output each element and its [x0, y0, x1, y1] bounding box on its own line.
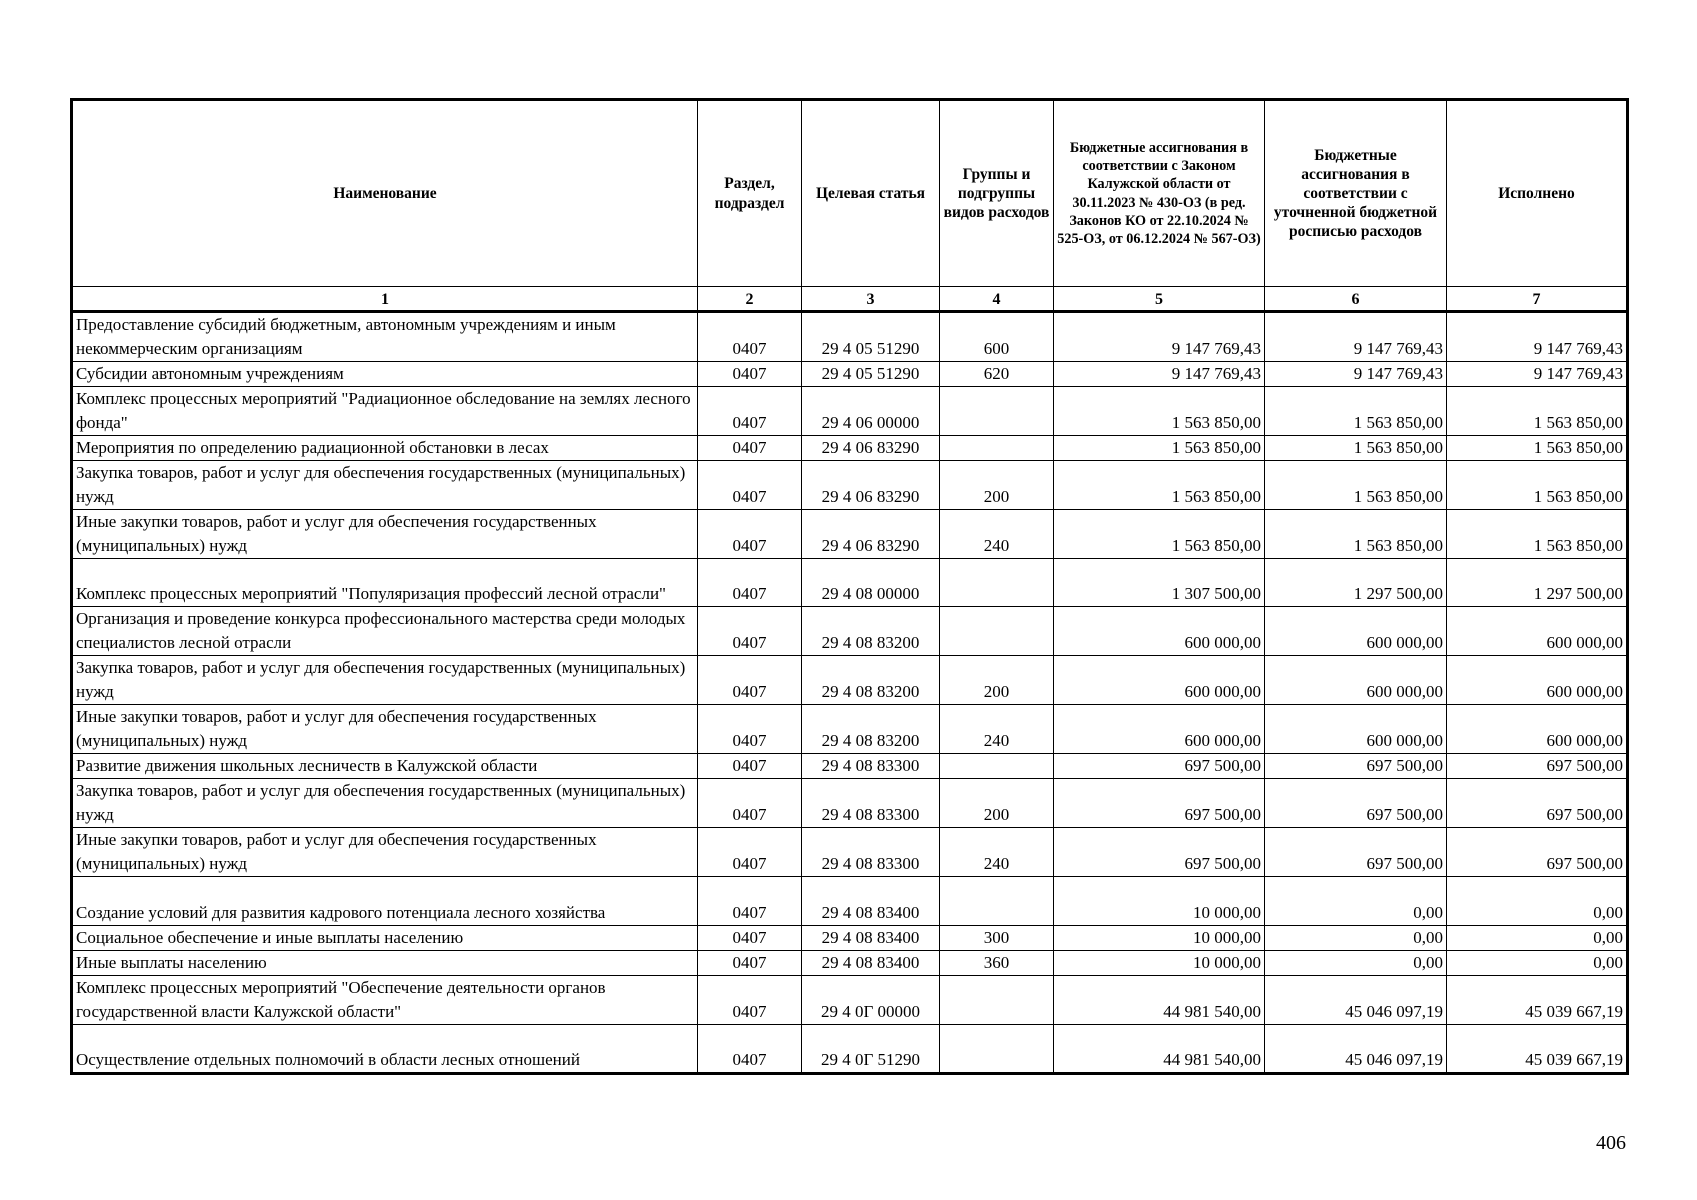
- row-section-code: 0407: [698, 461, 802, 510]
- table-row: [72, 510, 1628, 559]
- row-target-article: 29 4 08 83400: [802, 926, 940, 951]
- row-target-article: 29 4 05 51290: [802, 362, 940, 387]
- row-target-article: 29 4 08 83300: [802, 779, 940, 828]
- row-section-code: 0407: [698, 754, 802, 779]
- row-name: Социальное обеспечение и иные выплаты населению: [72, 926, 698, 951]
- table-row: [72, 656, 1628, 705]
- row-refined-amount: 600 000,00: [1265, 705, 1447, 754]
- row-target-article: 29 4 0Г 51290: [802, 1025, 940, 1074]
- row-expense-group: 300: [940, 926, 1054, 951]
- row-executed-amount: 1 563 850,00: [1447, 387, 1628, 436]
- budget-execution-table: [70, 98, 1629, 1075]
- row-name: Предоставление субсидий бюджетным, автономным учреждениям и иным некоммерческим организациям: [72, 312, 698, 362]
- row-executed-amount: 600 000,00: [1447, 705, 1628, 754]
- row-name: Иные закупки товаров, работ и услуг для обеспечения государственных (муниципальных) нужд: [72, 828, 698, 877]
- table-row: [72, 387, 1628, 436]
- page-number: 406: [1596, 1132, 1626, 1154]
- row-refined-amount: 697 500,00: [1265, 779, 1447, 828]
- table-row: [72, 705, 1628, 754]
- row-law-amount: 697 500,00: [1054, 828, 1265, 877]
- row-target-article: 29 4 06 00000: [802, 387, 940, 436]
- row-law-amount: 697 500,00: [1054, 779, 1265, 828]
- row-law-amount: 600 000,00: [1054, 607, 1265, 656]
- table-row: [72, 779, 1628, 828]
- row-section-code: 0407: [698, 656, 802, 705]
- row-executed-amount: 0,00: [1447, 877, 1628, 926]
- row-executed-amount: 600 000,00: [1447, 607, 1628, 656]
- column-number: 6: [1265, 287, 1447, 312]
- column-number: 3: [802, 287, 940, 312]
- row-refined-amount: 697 500,00: [1265, 828, 1447, 877]
- row-section-code: 0407: [698, 510, 802, 559]
- column-number: 4: [940, 287, 1054, 312]
- row-refined-amount: 1 563 850,00: [1265, 387, 1447, 436]
- row-section-code: 0407: [698, 877, 802, 926]
- row-section-code: 0407: [698, 362, 802, 387]
- row-name: Осуществление отдельных полномочий в области лесных отношений: [72, 1025, 698, 1074]
- row-refined-amount: 600 000,00: [1265, 607, 1447, 656]
- row-section-code: 0407: [698, 559, 802, 607]
- table-row: [72, 436, 1628, 461]
- row-name: Комплекс процессных мероприятий "Обеспечение деятельности органов государственной власти Калужской области": [72, 976, 698, 1025]
- row-expense-group: 200: [940, 779, 1054, 828]
- row-name: Комплекс процессных мероприятий "Популяризация профессий лесной отрасли": [72, 559, 698, 607]
- row-name: Развитие движения школьных лесничеств в Калужской области: [72, 754, 698, 779]
- row-target-article: 29 4 06 83290: [802, 510, 940, 559]
- row-expense-group: 240: [940, 828, 1054, 877]
- row-executed-amount: 0,00: [1447, 951, 1628, 976]
- row-name: Закупка товаров, работ и услуг для обеспечения государственных (муниципальных) нужд: [72, 461, 698, 510]
- row-refined-amount: 9 147 769,43: [1265, 312, 1447, 362]
- table-row: [72, 312, 1628, 362]
- row-law-amount: 9 147 769,43: [1054, 312, 1265, 362]
- row-target-article: 29 4 08 83300: [802, 828, 940, 877]
- row-section-code: 0407: [698, 387, 802, 436]
- row-name: Иные выплаты населению: [72, 951, 698, 976]
- row-law-amount: 1 563 850,00: [1054, 510, 1265, 559]
- row-refined-amount: 697 500,00: [1265, 754, 1447, 779]
- header-section: Раздел, подраздел: [698, 100, 802, 287]
- row-expense-group: 360: [940, 951, 1054, 976]
- row-executed-amount: 9 147 769,43: [1447, 312, 1628, 362]
- row-expense-group: [940, 436, 1054, 461]
- row-refined-amount: 0,00: [1265, 926, 1447, 951]
- row-refined-amount: 0,00: [1265, 877, 1447, 926]
- header-refined-appropriations: Бюджетные ассигнования в соответствии с уточненной бюджетной росписью расходов: [1265, 100, 1447, 287]
- row-law-amount: 600 000,00: [1054, 705, 1265, 754]
- row-refined-amount: 0,00: [1265, 951, 1447, 976]
- row-law-amount: 10 000,00: [1054, 926, 1265, 951]
- row-executed-amount: 45 039 667,19: [1447, 976, 1628, 1025]
- row-executed-amount: 45 039 667,19: [1447, 1025, 1628, 1074]
- column-number: 2: [698, 287, 802, 312]
- row-refined-amount: 9 147 769,43: [1265, 362, 1447, 387]
- row-section-code: 0407: [698, 828, 802, 877]
- row-section-code: 0407: [698, 607, 802, 656]
- row-expense-group: [940, 387, 1054, 436]
- row-name: Создание условий для развития кадрового потенциала лесного хозяйства: [72, 877, 698, 926]
- row-law-amount: 697 500,00: [1054, 754, 1265, 779]
- row-expense-group: 240: [940, 510, 1054, 559]
- row-refined-amount: 1 563 850,00: [1265, 510, 1447, 559]
- row-name: Закупка товаров, работ и услуг для обеспечения государственных (муниципальных) нужд: [72, 779, 698, 828]
- row-law-amount: 10 000,00: [1054, 951, 1265, 976]
- table-row: [72, 559, 1628, 607]
- row-executed-amount: 697 500,00: [1447, 828, 1628, 877]
- row-law-amount: 44 981 540,00: [1054, 1025, 1265, 1074]
- row-target-article: 29 4 06 83290: [802, 461, 940, 510]
- header-name: Наименование: [72, 100, 698, 287]
- row-name: Иные закупки товаров, работ и услуг для обеспечения государственных (муниципальных) нужд: [72, 705, 698, 754]
- row-section-code: 0407: [698, 312, 802, 362]
- row-name: Мероприятия по определению радиационной обстановки в лесах: [72, 436, 698, 461]
- table-row: [72, 976, 1628, 1025]
- row-target-article: 29 4 08 83300: [802, 754, 940, 779]
- row-target-article: 29 4 08 83200: [802, 607, 940, 656]
- row-executed-amount: 1 297 500,00: [1447, 559, 1628, 607]
- row-refined-amount: 45 046 097,19: [1265, 976, 1447, 1025]
- header-executed: Исполнено: [1447, 100, 1628, 287]
- row-executed-amount: 697 500,00: [1447, 754, 1628, 779]
- row-law-amount: 1 563 850,00: [1054, 436, 1265, 461]
- row-law-amount: 1 563 850,00: [1054, 387, 1265, 436]
- row-expense-group: 620: [940, 362, 1054, 387]
- row-expense-group: 240: [940, 705, 1054, 754]
- row-executed-amount: 9 147 769,43: [1447, 362, 1628, 387]
- header-law-appropriations: Бюджетные ассигнования в соответствии с Законом Калужской области от 30.11.2023 № 430-ОЗ (в ред. Законов КО от 22.10.2024 № 525-ОЗ, от 06.12.2024 № 567-ОЗ): [1054, 100, 1265, 287]
- row-law-amount: 44 981 540,00: [1054, 976, 1265, 1025]
- row-executed-amount: 0,00: [1447, 926, 1628, 951]
- table-row: [72, 1025, 1628, 1074]
- row-target-article: 29 4 06 83290: [802, 436, 940, 461]
- row-section-code: 0407: [698, 1025, 802, 1074]
- row-target-article: 29 4 08 00000: [802, 559, 940, 607]
- table-row: [72, 362, 1628, 387]
- row-expense-group: 200: [940, 461, 1054, 510]
- row-expense-group: [940, 607, 1054, 656]
- row-name: Иные закупки товаров, работ и услуг для обеспечения государственных (муниципальных) нужд: [72, 510, 698, 559]
- table-row: [72, 461, 1628, 510]
- header-target-article: Целевая статья: [802, 100, 940, 287]
- row-section-code: 0407: [698, 779, 802, 828]
- row-expense-group: [940, 976, 1054, 1025]
- row-executed-amount: 1 563 850,00: [1447, 461, 1628, 510]
- header-expense-groups: Группы и подгруппы видов расходов: [940, 100, 1054, 287]
- header-row: [72, 100, 1628, 287]
- row-refined-amount: 1 297 500,00: [1265, 559, 1447, 607]
- row-name: Закупка товаров, работ и услуг для обеспечения государственных (муниципальных) нужд: [72, 656, 698, 705]
- row-executed-amount: 1 563 850,00: [1447, 510, 1628, 559]
- row-law-amount: 9 147 769,43: [1054, 362, 1265, 387]
- row-law-amount: 10 000,00: [1054, 877, 1265, 926]
- row-section-code: 0407: [698, 436, 802, 461]
- row-law-amount: 600 000,00: [1054, 656, 1265, 705]
- row-refined-amount: 1 563 850,00: [1265, 436, 1447, 461]
- column-number: 7: [1447, 287, 1628, 312]
- row-refined-amount: 45 046 097,19: [1265, 1025, 1447, 1074]
- row-name: Комплекс процессных мероприятий "Радиационное обследование на землях лесного фонда": [72, 387, 698, 436]
- row-executed-amount: 697 500,00: [1447, 779, 1628, 828]
- row-expense-group: [940, 559, 1054, 607]
- row-section-code: 0407: [698, 976, 802, 1025]
- table-row: [72, 926, 1628, 951]
- column-number: 1: [72, 287, 698, 312]
- row-executed-amount: 600 000,00: [1447, 656, 1628, 705]
- row-target-article: 29 4 08 83400: [802, 877, 940, 926]
- row-refined-amount: 600 000,00: [1265, 656, 1447, 705]
- row-target-article: 29 4 0Г 00000: [802, 976, 940, 1025]
- row-target-article: 29 4 08 83400: [802, 951, 940, 976]
- row-section-code: 0407: [698, 705, 802, 754]
- row-refined-amount: 1 563 850,00: [1265, 461, 1447, 510]
- table-row: [72, 828, 1628, 877]
- row-executed-amount: 1 563 850,00: [1447, 436, 1628, 461]
- column-number: 5: [1054, 287, 1265, 312]
- row-law-amount: 1 563 850,00: [1054, 461, 1265, 510]
- row-expense-group: 600: [940, 312, 1054, 362]
- row-section-code: 0407: [698, 926, 802, 951]
- row-target-article: 29 4 05 51290: [802, 312, 940, 362]
- table-row: [72, 951, 1628, 976]
- table-row: [72, 877, 1628, 926]
- row-expense-group: 200: [940, 656, 1054, 705]
- row-name: Организация и проведение конкурса профессионального мастерства среди молодых специалистов лесной отрасли: [72, 607, 698, 656]
- row-target-article: 29 4 08 83200: [802, 656, 940, 705]
- table-row: [72, 607, 1628, 656]
- row-law-amount: 1 307 500,00: [1054, 559, 1265, 607]
- row-expense-group: [940, 1025, 1054, 1074]
- column-number-row: [72, 287, 1628, 312]
- table-row: [72, 754, 1628, 779]
- row-expense-group: [940, 754, 1054, 779]
- row-section-code: 0407: [698, 951, 802, 976]
- row-target-article: 29 4 08 83200: [802, 705, 940, 754]
- row-expense-group: [940, 877, 1054, 926]
- row-name: Субсидии автономным учреждениям: [72, 362, 698, 387]
- table-body: [72, 312, 1628, 1074]
